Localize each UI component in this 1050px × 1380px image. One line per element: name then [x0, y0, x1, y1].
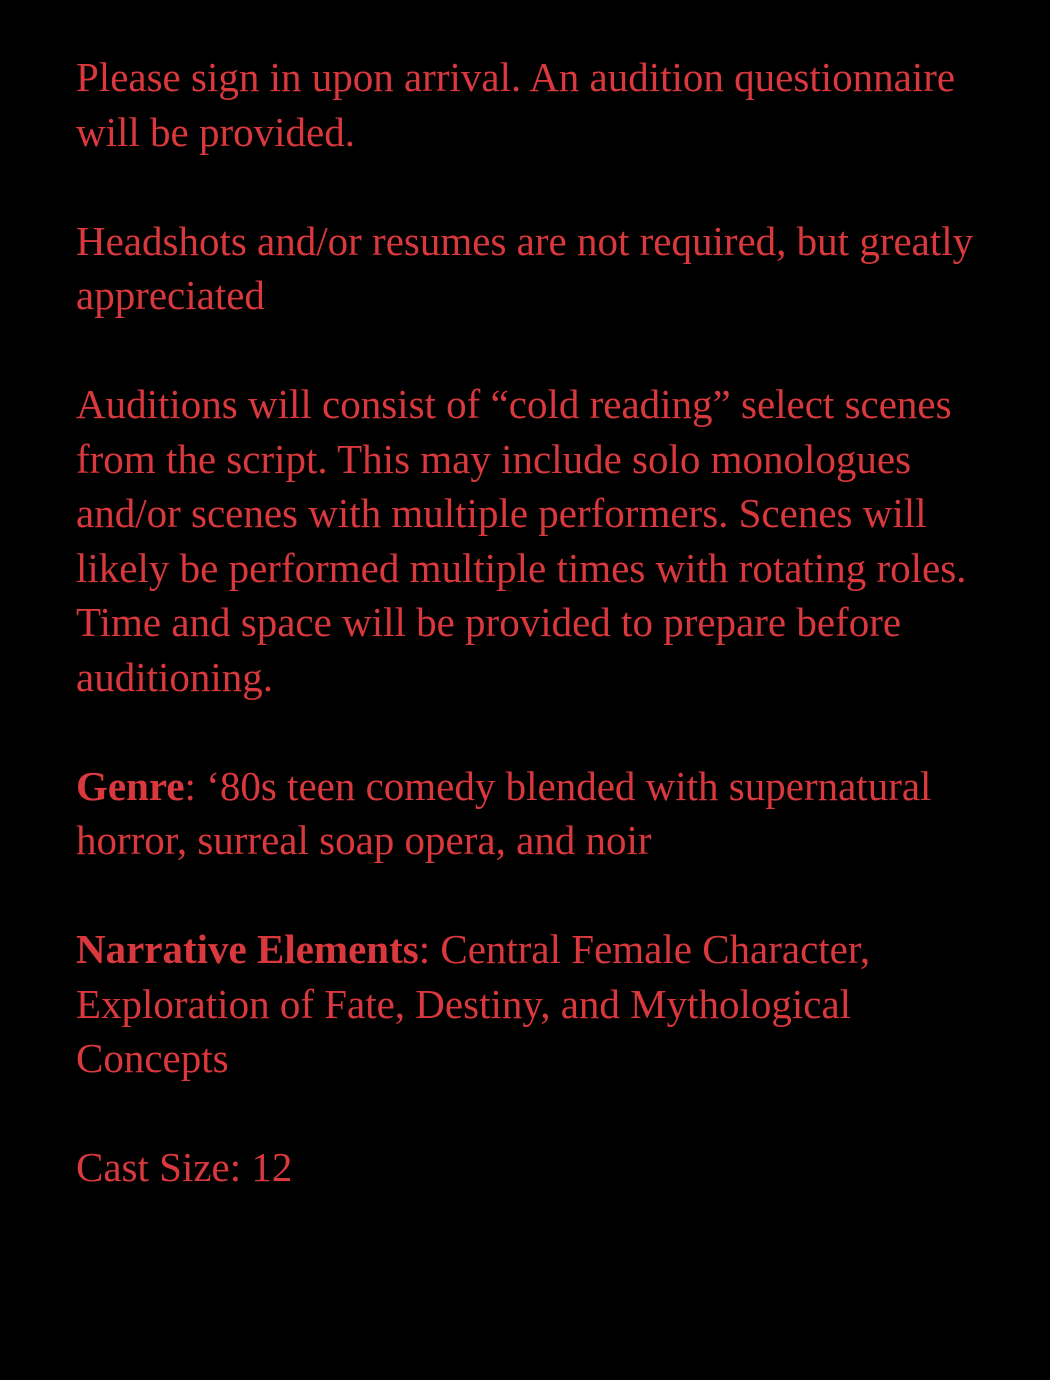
genre-value: : ‘80s teen comedy blended with supernatural horror, surreal soap opera, and noir: [76, 762, 932, 863]
narrative-elements-value: : Central Female Character, Exploration of Fate, Destiny, and Mythological Concepts: [76, 926, 871, 1081]
genre-paragraph: [76, 759, 1006, 868]
narrative-elements-label: Narrative Elements: [76, 926, 419, 972]
sign-in-paragraph: Please sign in upon arrival. An audition questionnaire will be provided.: [76, 54, 956, 155]
audition-format-paragraph: Auditions will consist of “cold reading” select scenes from the script. This may include solo monologues and/or scenes with multiple performers. Scenes will likely be performed multiple times with rotating roles. Time and space will be provided to prepare before auditioning.: [76, 381, 967, 700]
genre-label: Genre: [76, 762, 185, 809]
audition-notice: [76, 50, 1006, 1195]
headshots-paragraph: Headshots and/or resumes are not required, but greatly appreciated: [76, 217, 974, 318]
narrative-elements-paragraph: [76, 922, 1006, 1086]
cast-size-paragraph: Cast Size: 12: [76, 1144, 293, 1190]
